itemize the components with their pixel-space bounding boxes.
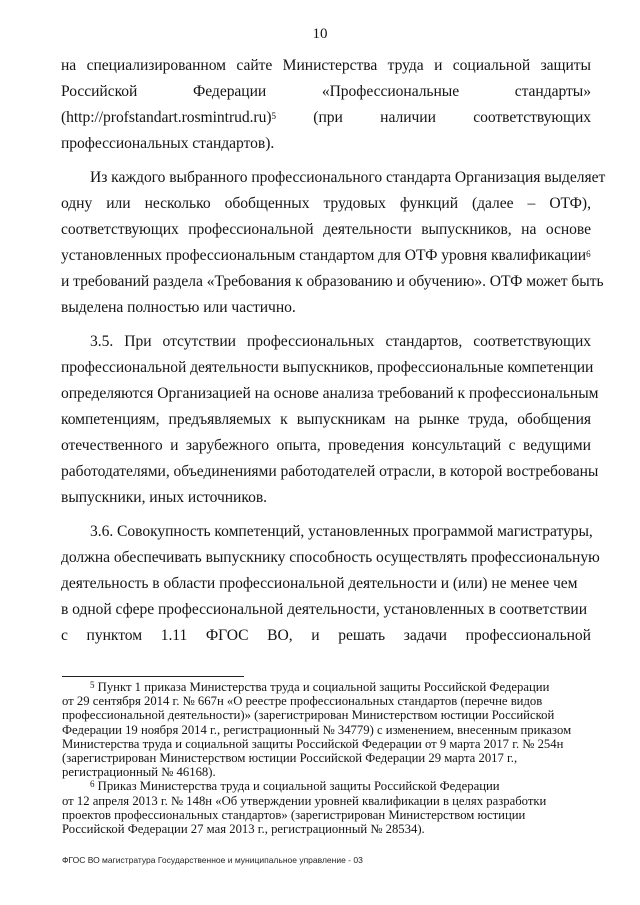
text-line: выпускники, иных источников. — [61, 489, 267, 506]
text-line: одну или несколько обобщенных трудовых функций (далее – ОТФ), — [61, 195, 591, 212]
footnote-6: $^6$ Приказ Министерства труда и социальной защиты Российской Федерации от 12 апреля 2013 г. № 148н «Об утверждении уровней квалификации в целях разработки проектов профессиональных стандартов» (зарегистрирован Министерством юстиции Российской Федерации 27 мая 2013 г., регистрационный № 28534). — [62, 779, 547, 836]
page-number: 10 — [312, 26, 328, 42]
text-line: работодателями, объединениями работодателей отрасли, в которой востребованы — [61, 463, 599, 480]
text-line: 3.6. Совокупность компетенций, установленных программой магистратуры, — [90, 523, 593, 540]
page-footer: ФГОС ВО магистратура Государственное и муниципальное управление - 03 — [62, 855, 363, 865]
text-line: деятельность в области профессиональной деятельности и (или) не менее чем — [61, 575, 578, 592]
footnote-marker: 6 — [90, 779, 95, 790]
text-line: должна обеспечивать выпускнику способность осуществлять профессиональную — [61, 549, 600, 566]
text-line: выделена полностью или частично. — [61, 299, 296, 316]
text-line: на специализированном сайте Министерства труда и социальной защиты — [61, 57, 591, 74]
paragraph-1 — [61, 53, 591, 157]
text-line: и требований раздела «Требования к образованию и обучению». ОТФ может быть — [61, 273, 604, 290]
text-line: профессиональных стандартов). — [61, 135, 275, 152]
footnotes — [62, 680, 592, 836]
text-line: с пунктом 1.11 ФГОС ВО, и решать задачи профессиональной — [61, 627, 591, 644]
main-text — [61, 53, 606, 649]
text-line: в одной сфере профессиональной деятельности, установленных в соответствии — [61, 601, 587, 618]
footnote-separator — [62, 676, 244, 677]
text-line: Российской Федерации «Профессиональные стандарты» — [61, 83, 591, 100]
text-line: определяются Организацией на основе анализа требований к профессиональным — [61, 385, 599, 402]
text-line: (http://profstandart.rosmintrud.ru)$^5$ (при наличии соответствующих — [61, 109, 591, 126]
footnote-5: $^5$ Пункт 1 приказа Министерства труда и социальной защиты Российской Федерации от 29 сентября 2014 г. № 667н «О реестре профессиональных стандартов (перечне видов профессиональной деятельности)» (зарегистрирован Министерством юстиции Российской Федерации 19 ноября 2014 г., регистрационный № 34779) с изменением, внесенным приказом Министерства труда и социальной защиты Российской Федерации от 9 марта 2017 г. № 254н (зарегистрирован Министерством юстиции Российской Федерации 29 марта 2017 г., регистрационный № 46168). — [62, 680, 572, 780]
paragraph-4 — [61, 519, 600, 649]
text-line: компетенциям, предъявляемых к выпускникам на рынке труда, обобщения — [61, 411, 591, 428]
footnote-marker: 5 — [90, 680, 95, 690]
text-line: соответствующих профессиональной деятельности выпускников, на основе — [61, 221, 591, 238]
footnote-ref-5: 5 — [271, 111, 276, 121]
text-line: установленных профессиональным стандартом для ОТФ уровня квалификации$^6$ — [61, 247, 591, 264]
text-line: профессиональной деятельности выпускников, профессиональные компетенции — [61, 359, 594, 376]
paragraph-3 — [61, 329, 599, 511]
text-line: 3.5. При отсутствии профессиональных стандартов, соответствующих — [90, 333, 591, 350]
text-line: Из каждого выбранного профессионального стандарта Организация выделяет — [90, 169, 606, 186]
footnote-ref-6: 6 — [586, 249, 591, 259]
paragraph-2 — [61, 165, 606, 321]
text-line: отечественного и зарубежного опыта, проведения консультаций с ведущими — [61, 437, 591, 454]
